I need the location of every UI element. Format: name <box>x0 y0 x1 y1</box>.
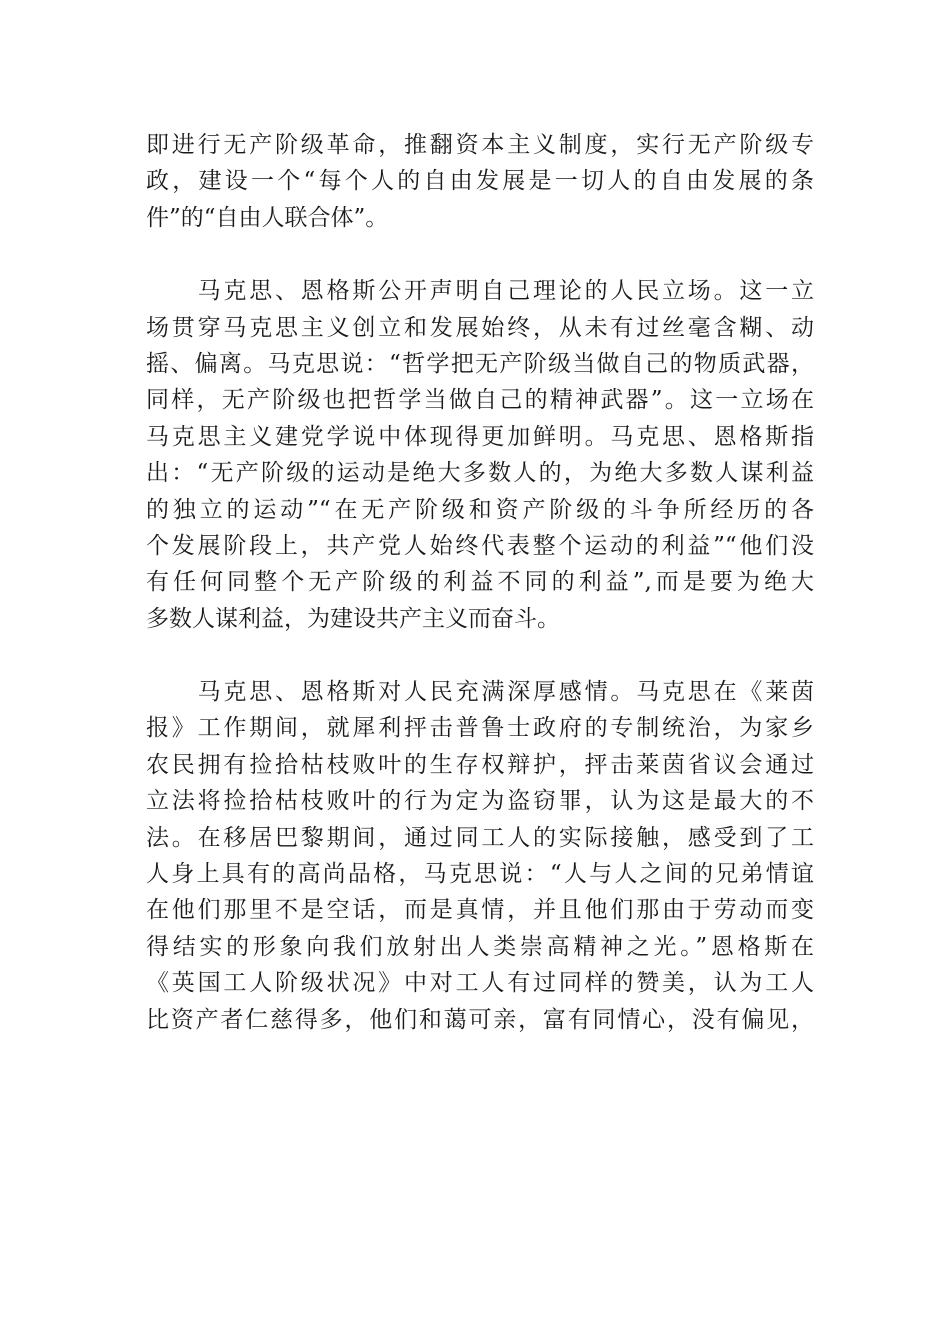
text-line: 得结实的形象向我们放射出人类崇高精神之光。”恩格斯在 <box>146 933 814 960</box>
text-line: 立法将捡拾枯枝败叶的行为定为盗窃罪，认为这是最大的不 <box>146 788 814 815</box>
text-line: 报》工作期间，就犀利抨击普鲁士政府的专制统治，为家乡 <box>146 715 814 742</box>
text-line: 摇、偏离。马克思说：“哲学把无产阶级当做自己的物质武器， <box>146 350 814 377</box>
paragraph-3 <box>146 674 814 1038</box>
text-line: 同样，无产阶级也把哲学当做自己的精神武器”。这一立场在 <box>146 387 814 414</box>
text-line: 马克思、恩格斯对人民充满深厚感情。马克思在《莱茵 <box>146 679 814 706</box>
text-line: 马克思主义建党学说中体现得更加鲜明。马克思、恩格斯指 <box>146 423 814 450</box>
text-line: 有任何同整个无产阶级的利益不同的利益”,而是要为绝大 <box>146 569 814 596</box>
paragraph-spacer <box>146 637 814 674</box>
text-line: 件”的“自由人联合体”。 <box>146 204 389 231</box>
text-line: 农民拥有捡拾枯枝败叶的生存权辩护，抨击莱茵省议会通过 <box>146 751 814 778</box>
text-line: 法。在移居巴黎期间，通过同工人的实际接触，感受到了工 <box>146 824 814 851</box>
text-line: 即进行无产阶级革命，推翻资本主义制度，实行无产阶级专 <box>146 132 814 158</box>
text-line: 出：“无产阶级的运动是绝大多数人的，为绝大多数人谋利益 <box>146 460 814 487</box>
document-body <box>146 127 814 1038</box>
text-line: 比资产者仁慈得多，他们和蔼可亲，富有同情心，没有偏见， <box>146 1006 814 1033</box>
text-line: 的独立的运动”“在无产阶级和资产阶级的斗争所经历的各 <box>146 496 814 523</box>
text-line: 《英国工人阶级状况》中对工人有过同样的赞美，认为工人 <box>146 970 814 997</box>
paragraph-2 <box>146 273 814 637</box>
text-line: 在他们那里不是空话，而是真情，并且他们那由于劳动而变 <box>146 897 814 924</box>
text-line: 场贯穿马克思主义创立和发展始终，从未有过丝毫含糊、动 <box>146 314 814 341</box>
paragraph-spacer <box>146 236 814 273</box>
text-line: 个发展阶段上，共产党人始终代表整个运动的利益”“他们没 <box>146 532 814 559</box>
text-line: 政，建设一个“每个人的自由发展是一切人的自由发展的条 <box>146 168 814 195</box>
paragraph-1 <box>146 127 814 236</box>
text-line: 人身上具有的高尚品格，马克思说：“人与人之间的兄弟情谊 <box>146 861 814 888</box>
text-line: 马克思、恩格斯公开声明自己理论的人民立场。这一立 <box>146 278 814 305</box>
text-line: 多数人谋利益，为建设共产主义而奋斗。 <box>146 605 560 632</box>
